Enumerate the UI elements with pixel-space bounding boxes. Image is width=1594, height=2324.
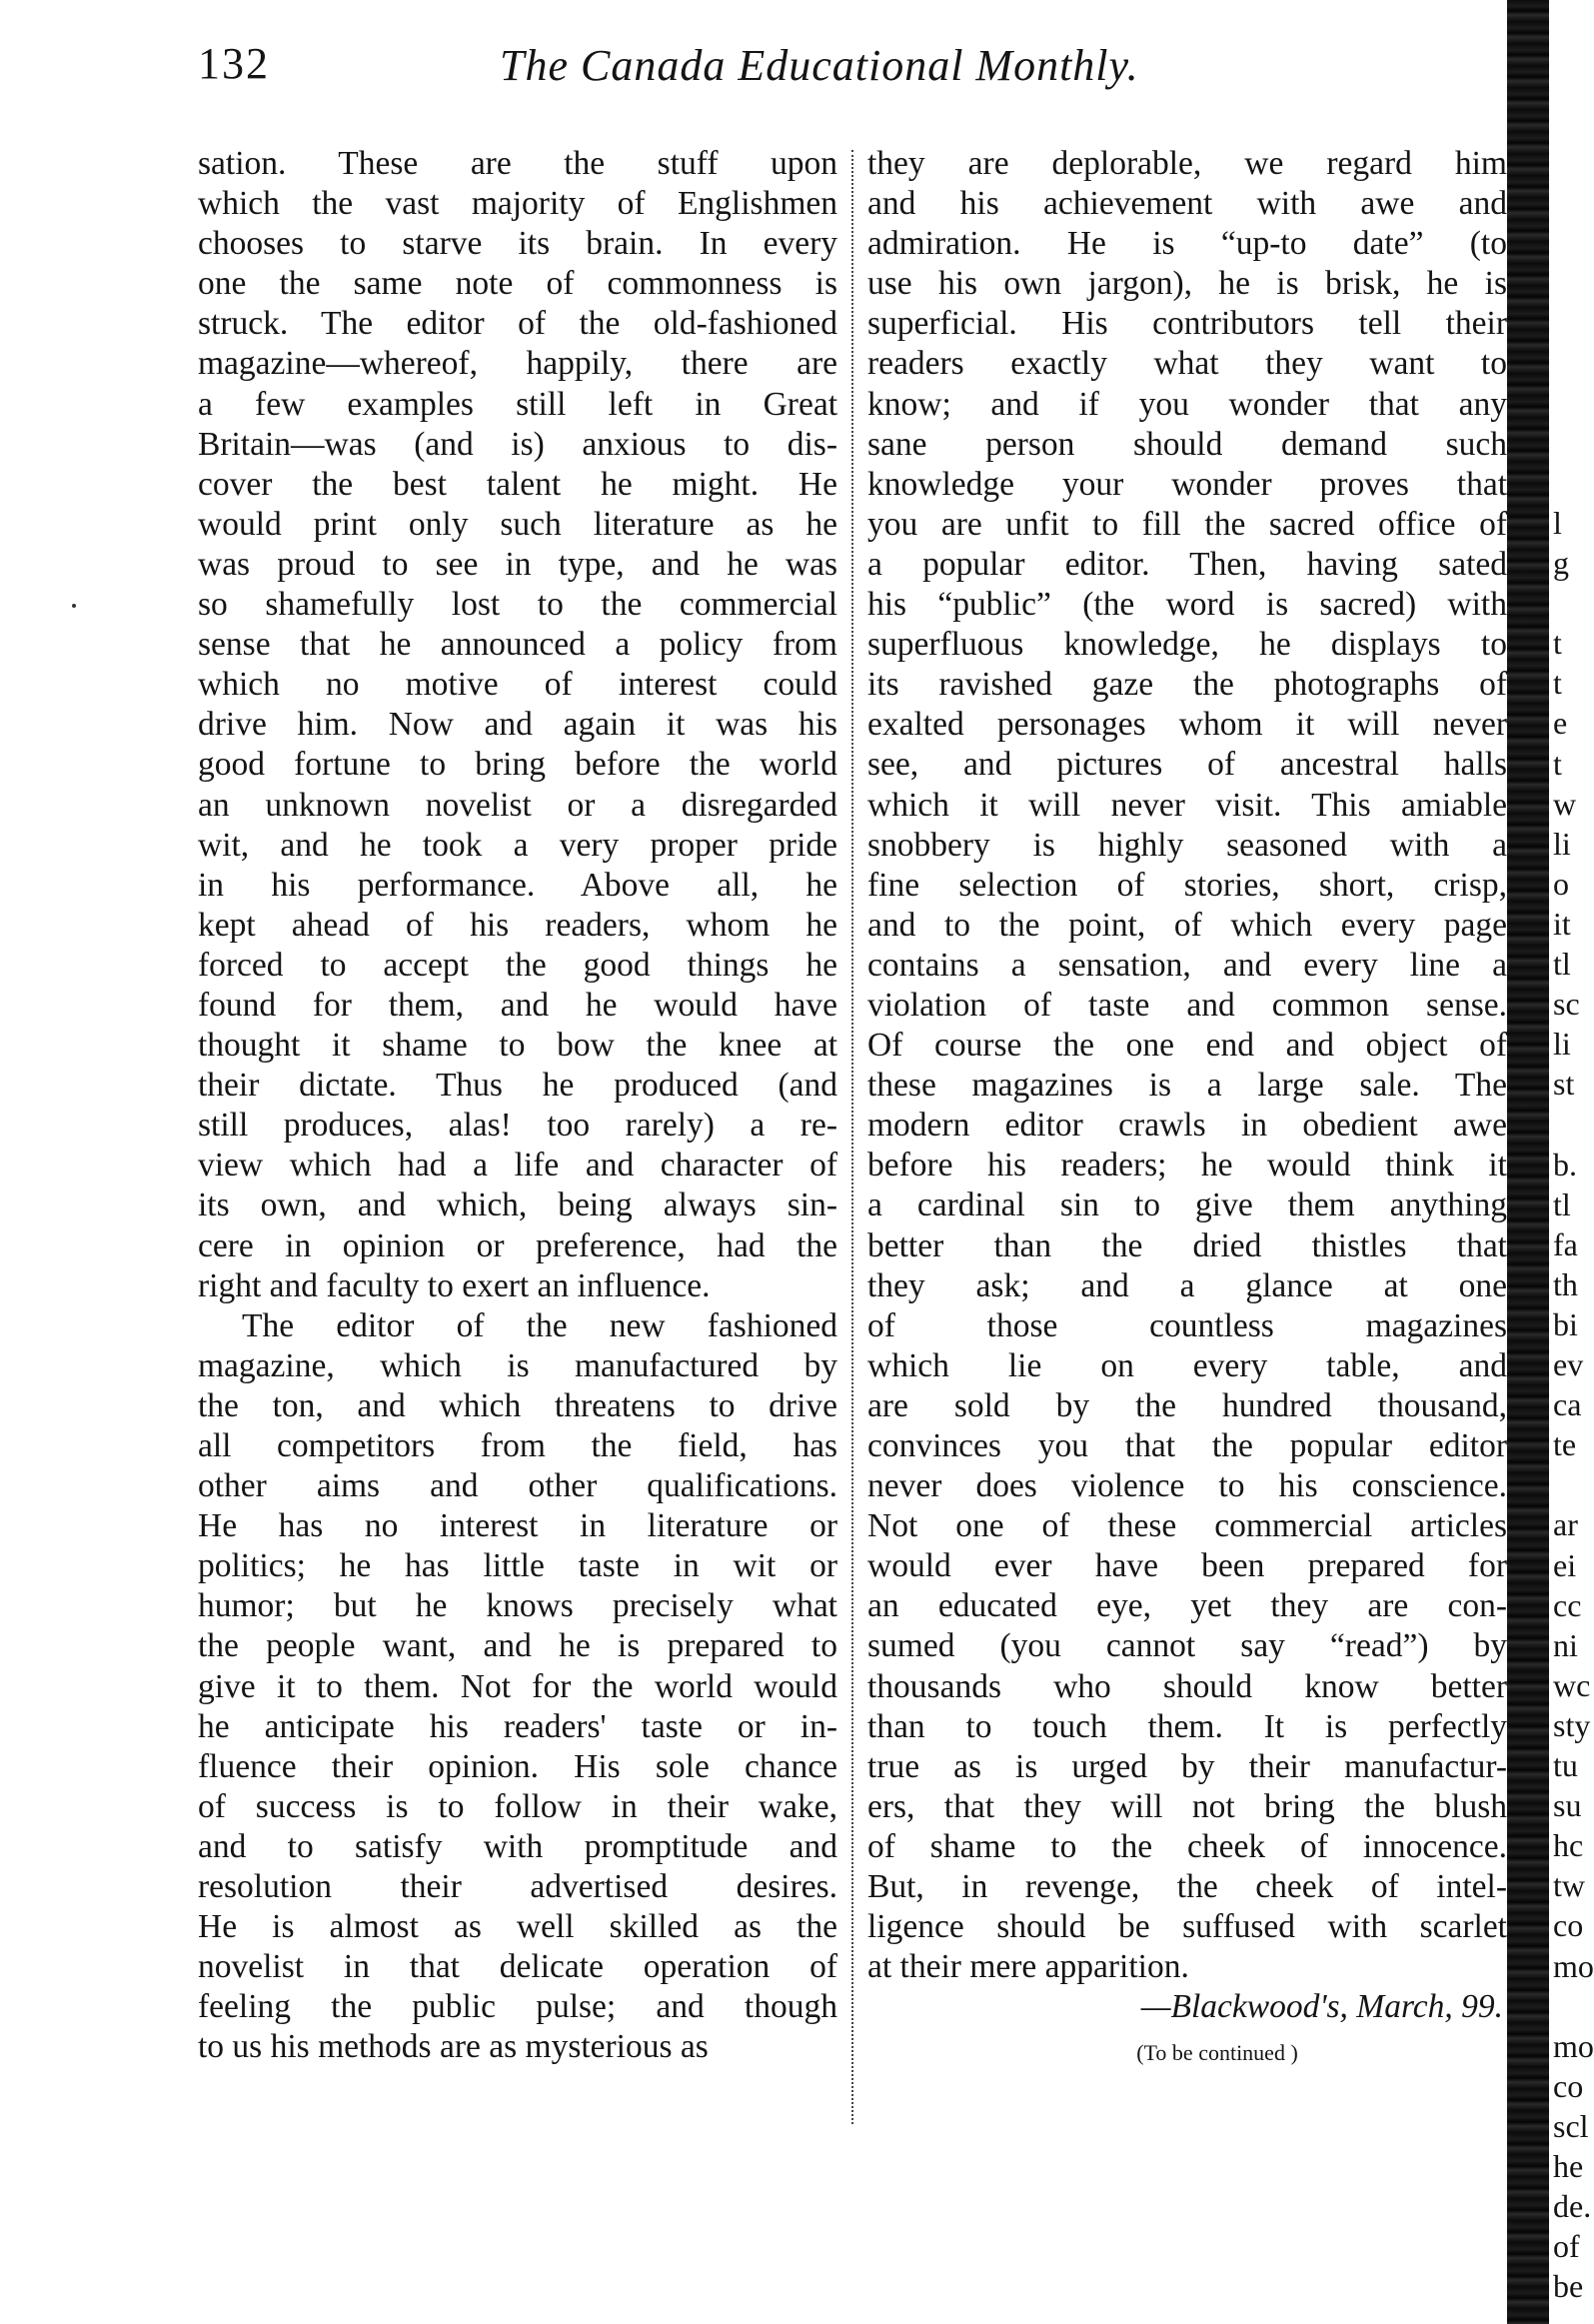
text-line: feeling the public pulse; and though xyxy=(198,1988,837,2026)
text-line: politics; he has little taste in wit or xyxy=(198,1547,837,1585)
column-rule xyxy=(851,150,853,2124)
text-line: modern editor crawls in obedient awe xyxy=(867,1107,1507,1145)
adjacent-page-fragment: l xyxy=(1553,504,1562,541)
text-line: all competitors from the field, has xyxy=(198,1427,837,1464)
text-line: admiration. He is “up-to date” (to xyxy=(867,225,1507,263)
text-line: these magazines is a large sale. The xyxy=(867,1067,1507,1105)
adjacent-page-fragment: fa xyxy=(1553,1225,1578,1262)
text-line: you are unfit to fill the sacred office of xyxy=(867,505,1507,543)
adjacent-page-edge xyxy=(1549,0,1594,2324)
text-line: of shame to the cheek of innocence. xyxy=(867,1827,1507,1865)
text-line: a few examples still left in Great xyxy=(198,385,837,423)
text-line: violation of taste and common sense. xyxy=(867,986,1507,1024)
text-line: snobbery is highly seasoned with a xyxy=(867,826,1507,864)
text-line: Not one of these commercial articles xyxy=(867,1507,1507,1545)
text-line: drive him. Now and again it was his xyxy=(198,706,837,744)
text-line: its own, and which, being always sin- xyxy=(198,1186,837,1224)
text-line: readers exactly what they want to xyxy=(867,345,1507,383)
text-line: which it will never visit. This amiable xyxy=(867,786,1507,824)
right-column-lines xyxy=(867,144,1507,1987)
text-line: which lie on every table, and xyxy=(867,1346,1507,1384)
text-line: a cardinal sin to give them anything xyxy=(867,1186,1507,1224)
text-line: and to satisfy with promptitude and xyxy=(198,1827,837,1865)
text-line: he anticipate his readers' taste or in- xyxy=(198,1707,837,1745)
text-line: the ton, and which threatens to drive xyxy=(198,1386,837,1424)
text-line: ligence should be suffused with scarlet xyxy=(867,1908,1507,1946)
text-line: struck. The editor of the old-fashioned xyxy=(198,305,837,343)
text-line: which no motive of interest could xyxy=(198,666,837,704)
text-line: before his readers; he would think it xyxy=(867,1147,1507,1184)
adjacent-page-fragment: st xyxy=(1553,1066,1575,1103)
adjacent-page-fragment: li xyxy=(1553,1026,1571,1063)
text-line: magazine, which is manufactured by xyxy=(198,1346,837,1384)
adjacent-page-fragment: de. xyxy=(1553,2188,1592,2225)
adjacent-page-fragment: sc xyxy=(1553,986,1580,1023)
text-line: than to touch them. It is perfectly xyxy=(867,1707,1507,1745)
text-line: thousands who should know better xyxy=(867,1667,1507,1705)
text-line: Of course the one end and object of xyxy=(867,1027,1507,1065)
adjacent-page-fragment: sty xyxy=(1553,1706,1591,1743)
text-line: are sold by the hundred thousand, xyxy=(867,1386,1507,1424)
adjacent-page-fragment: ca xyxy=(1553,1386,1582,1423)
text-line: kept ahead of his readers, whom he xyxy=(198,906,837,944)
left-text-column xyxy=(198,144,837,2068)
text-line: in his performance. Above all, he xyxy=(198,866,837,904)
text-line: superficial. His contributors tell their xyxy=(867,305,1507,343)
text-line: But, in revenge, the cheek of intel- xyxy=(867,1868,1507,1906)
text-line: convinces you that the popular editor xyxy=(867,1427,1507,1464)
text-line: cover the best talent he might. He xyxy=(198,465,837,503)
text-line: they are deplorable, we regard him xyxy=(867,145,1507,182)
adjacent-page-fragment: mo xyxy=(1553,2027,1594,2064)
adjacent-page-fragment: co xyxy=(1553,1907,1584,1944)
page-number: 132 xyxy=(198,39,270,88)
text-line: sane person should demand such xyxy=(867,425,1507,463)
text-line: would print only such literature as he xyxy=(198,505,837,543)
text-line: was proud to see in type, and he was xyxy=(198,545,837,583)
adjacent-page-fragment: w xyxy=(1553,785,1577,822)
text-line: they ask; and a glance at one xyxy=(867,1266,1507,1304)
adjacent-page-fragment: of xyxy=(1553,2228,1580,2265)
text-line: use his own jargon), he is brisk, he is xyxy=(867,265,1507,303)
text-line: He has no interest in literature or xyxy=(198,1507,837,1545)
text-line: never does violence to his conscience. xyxy=(867,1467,1507,1505)
text-line: an unknown novelist or a disregarded xyxy=(198,786,837,824)
text-line: exalted personages whom it will never xyxy=(867,706,1507,744)
text-line: fine selection of stories, short, crisp, xyxy=(867,866,1507,904)
text-line: which the vast majority of Englishmen xyxy=(198,185,837,223)
adjacent-page-fragment: su xyxy=(1553,1787,1582,1824)
adjacent-page-fragment: te xyxy=(1553,1426,1577,1463)
text-line: at their mere apparition. xyxy=(867,1948,1189,1986)
text-line: their dictate. Thus he produced (and xyxy=(198,1067,837,1105)
stray-ink-mark xyxy=(72,604,76,608)
adjacent-page-fragment: he xyxy=(1553,2148,1584,2184)
text-line: the people want, and he is prepared to xyxy=(198,1627,837,1665)
text-line: to us his methods are as mysterious as xyxy=(198,2028,709,2066)
text-line: true as is urged by their manufactur- xyxy=(867,1747,1507,1785)
adjacent-page-fragment: cc xyxy=(1553,1586,1582,1623)
adjacent-page-fragment: wc xyxy=(1553,1666,1591,1703)
adjacent-page-fragment: scl xyxy=(1553,2107,1589,2144)
text-line: fluence their opinion. His sole chance xyxy=(198,1747,837,1785)
binding-gutter xyxy=(1507,0,1549,2324)
text-line: sumed (you cannot say “read”) by xyxy=(867,1627,1507,1665)
text-line: give it to them. Not for the world would xyxy=(198,1667,837,1705)
adjacent-page-fragment: hc xyxy=(1553,1827,1584,1864)
adjacent-page-fragment: tu xyxy=(1553,1747,1578,1783)
text-line: ers, that they will not bring the blush xyxy=(867,1787,1507,1825)
adjacent-page-fragment: ar xyxy=(1553,1506,1578,1543)
text-line: forced to accept the good things he xyxy=(198,946,837,984)
adjacent-page-fragment: t xyxy=(1553,625,1562,662)
text-line: know; and if you wonder that any xyxy=(867,385,1507,423)
text-line: resolution their advertised desires. xyxy=(198,1868,837,1906)
adjacent-page-fragment: be xyxy=(1553,2268,1584,2305)
text-line: one the same note of commonness is xyxy=(198,265,837,303)
adjacent-page-fragment: g xyxy=(1553,545,1569,581)
text-line: an educated eye, yet they are con- xyxy=(867,1587,1507,1625)
text-line: novelist in that delicate operation of xyxy=(198,1948,837,1986)
adjacent-page-fragment: b. xyxy=(1553,1146,1577,1182)
text-line: He is almost as well skilled as the xyxy=(198,1908,837,1946)
text-line: view which had a life and character of xyxy=(198,1147,837,1184)
adjacent-page-fragment: ei xyxy=(1553,1546,1577,1583)
text-line: right and faculty to exert an influence. xyxy=(198,1266,711,1304)
text-line: Britain—was (and is) anxious to dis- xyxy=(198,425,837,463)
text-line: and to the point, of which every page xyxy=(867,906,1507,944)
text-line: see, and pictures of ancestral halls xyxy=(867,746,1507,784)
adjacent-page-fragment: co xyxy=(1553,2067,1584,2104)
adjacent-page-fragment: th xyxy=(1553,1265,1578,1302)
text-line: other aims and other qualifications. xyxy=(198,1467,837,1505)
text-line: cere in opinion or preference, had the xyxy=(198,1226,837,1264)
adjacent-page-fragment: ev xyxy=(1553,1346,1584,1382)
text-line: its ravished gaze the photographs of xyxy=(867,666,1507,704)
adjacent-page-fragment: t xyxy=(1553,665,1562,702)
adjacent-page-fragment: mo xyxy=(1553,1947,1594,1984)
adjacent-page-fragment: o xyxy=(1553,865,1569,902)
adjacent-page-fragment: tw xyxy=(1553,1867,1585,1904)
text-line: of success is to follow in their wake, xyxy=(198,1787,837,1825)
adjacent-page-fragment: tl xyxy=(1553,946,1571,982)
running-title: The Canada Educational Monthly. xyxy=(500,41,1139,90)
text-line: knowledge your wonder proves that xyxy=(867,465,1507,503)
text-line: The editor of the new fashioned xyxy=(242,1306,837,1344)
text-line: a popular editor. Then, having sated xyxy=(867,545,1507,583)
text-line: wit, and he took a very proper pride xyxy=(198,826,837,864)
adjacent-page-fragment: it xyxy=(1553,905,1571,942)
text-line: humor; but he knows precisely what xyxy=(198,1587,837,1625)
text-line: sense that he announced a policy from xyxy=(198,626,837,664)
text-line: superfluous knowledge, he displays to xyxy=(867,626,1507,664)
text-line: better than the dried thistles that xyxy=(867,1226,1507,1264)
right-text-column xyxy=(867,144,1507,2071)
adjacent-page-fragment: tl xyxy=(1553,1185,1571,1222)
continued-note: (To be continued ) xyxy=(1136,2040,1298,2066)
text-line: and his achievement with awe and xyxy=(867,185,1507,223)
text-line: would ever have been prepared for xyxy=(867,1547,1507,1585)
text-line: sation. These are the stuff upon xyxy=(198,145,837,182)
text-line: chooses to starve its brain. In every xyxy=(198,225,837,263)
source-attribution: —Blackwood's, March, 99. xyxy=(1140,1988,1503,2026)
text-line: good fortune to bring before the world xyxy=(198,746,837,784)
text-line: magazine—whereof, happily, there are xyxy=(198,345,837,383)
adjacent-page-fragment: ni xyxy=(1553,1626,1578,1663)
text-line: found for them, and he would have xyxy=(198,986,837,1024)
adjacent-page-fragment: li xyxy=(1553,825,1571,862)
adjacent-page-fragment: e xyxy=(1553,705,1568,742)
text-line: so shamefully lost to the commercial xyxy=(198,586,837,624)
text-line: of those countless magazines xyxy=(867,1306,1507,1344)
text-line: still produces, alas! too rarely) a re- xyxy=(198,1107,837,1145)
text-line: thought it shame to bow the knee at xyxy=(198,1027,837,1065)
adjacent-page-fragment: t xyxy=(1553,745,1562,782)
adjacent-page-fragment: bi xyxy=(1553,1305,1578,1342)
text-line: contains a sensation, and every line a xyxy=(867,946,1507,984)
text-line: his “public” (the word is sacred) with xyxy=(867,586,1507,624)
